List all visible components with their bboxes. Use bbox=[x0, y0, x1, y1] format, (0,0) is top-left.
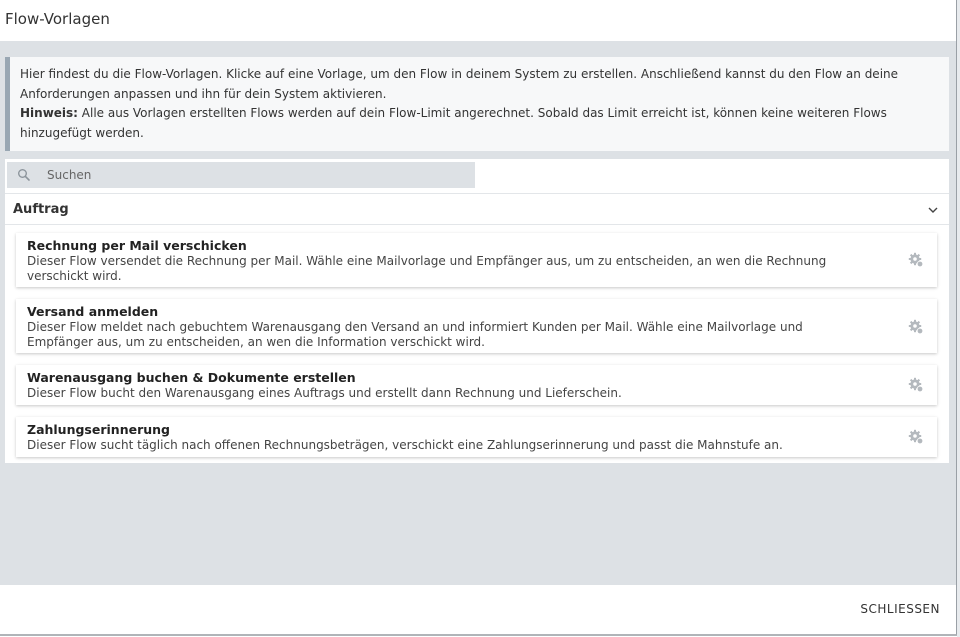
template-title: Versand anmelden bbox=[27, 304, 159, 319]
template-title: Warenausgang buchen & Dokumente erstellen bbox=[27, 370, 356, 385]
gear-icon[interactable] bbox=[908, 377, 924, 393]
template-card[interactable] bbox=[16, 299, 937, 353]
search-icon bbox=[17, 168, 31, 182]
dialog-header bbox=[0, 0, 956, 41]
search-input[interactable] bbox=[47, 162, 467, 188]
template-description: Dieser Flow meldet nach gebuchtem Warenausgang den Versand an und informiert Kunden per Mail. Wähle eine Mailvorlage und Empfänger aus, um zu entscheiden, an wen die Information verschickt wird. bbox=[27, 320, 803, 349]
dialog-body bbox=[0, 41, 956, 585]
template-description: Dieser Flow sucht täglich nach offenen Rechnungsbeträgen, verschickt eine Zahlungserinnerung und passt die Mahnstufe an. bbox=[27, 438, 783, 452]
dialog-title: Flow-Vorlagen bbox=[5, 10, 110, 28]
gear-icon[interactable] bbox=[908, 319, 924, 335]
dialog-footer bbox=[0, 585, 956, 634]
hint-text: Alle aus Vorlagen erstellten Flows werden auf dein Flow-Limit angerechnet. Sobald das Limit erreicht ist, können keine weiteren Flows hinzugefügt werden. bbox=[20, 106, 887, 140]
template-title: Rechnung per Mail verschicken bbox=[27, 238, 247, 253]
template-card[interactable] bbox=[16, 365, 937, 405]
chevron-down-icon[interactable] bbox=[926, 203, 940, 217]
hint-label: Hinweis: bbox=[20, 106, 78, 120]
template-description: Dieser Flow bucht den Warenausgang eines Auftrags und erstellt dann Rechnung und Lieferschein. bbox=[27, 386, 622, 400]
template-title: Zahlungserinnerung bbox=[27, 422, 170, 437]
template-description: Dieser Flow versendet die Rechnung per Mail. Wähle eine Mailvorlage und Empfänger aus, um zu entscheiden, an wen die Rechnung verschickt wird. bbox=[27, 254, 827, 283]
info-box bbox=[5, 57, 949, 151]
close-button[interactable]: SCHLIESSEN bbox=[860, 602, 940, 616]
templates-panel bbox=[5, 159, 949, 463]
info-text: Hier findest du die Flow-Vorlagen. Klicke auf eine Vorlage, um den Flow in deinem System zu erstellen. Anschließend kannst du den Flow an deine Anforderungen anpassen und ihn für dein System aktivieren. bbox=[20, 67, 899, 101]
gear-icon[interactable] bbox=[908, 429, 924, 445]
group-label: Auftrag bbox=[13, 202, 69, 217]
gear-icon[interactable] bbox=[908, 252, 924, 268]
template-card[interactable] bbox=[16, 233, 937, 287]
group-header-auftrag[interactable] bbox=[5, 193, 949, 225]
search-bar bbox=[7, 162, 475, 188]
template-card[interactable] bbox=[16, 417, 937, 457]
